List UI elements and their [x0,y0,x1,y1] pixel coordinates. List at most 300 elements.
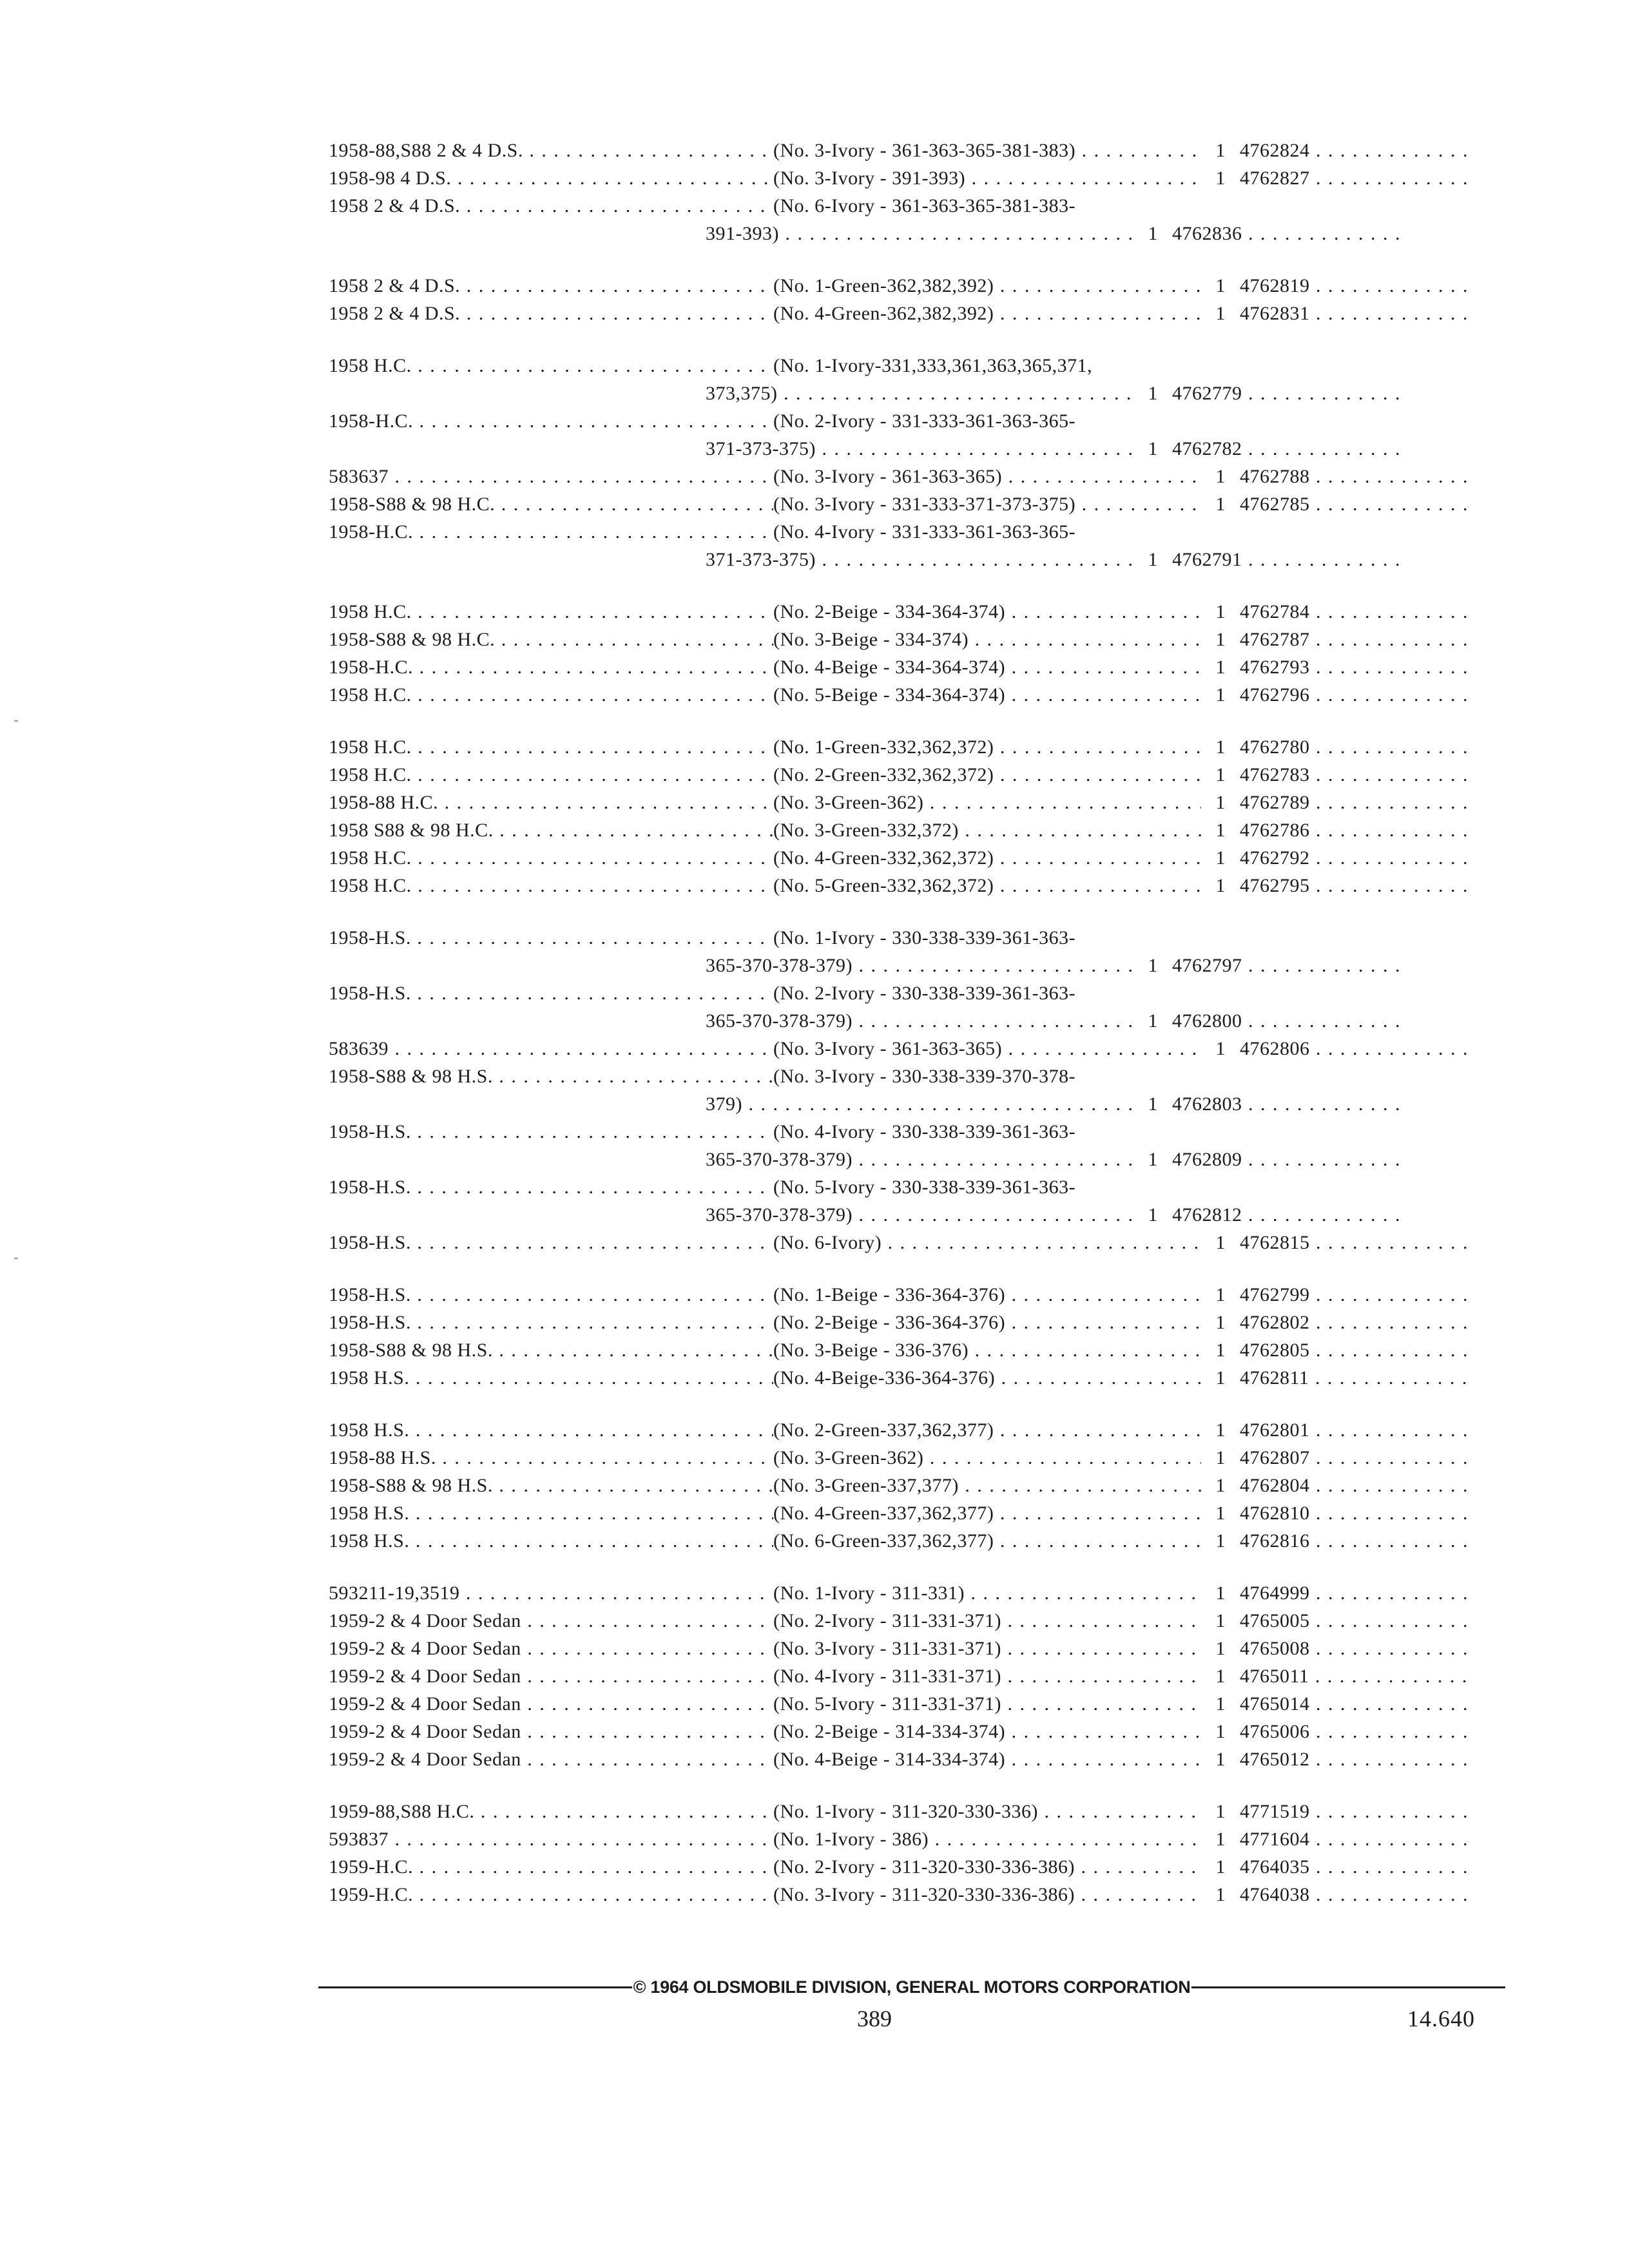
part-number-cell: 4765011 . . . [1240,1662,1476,1690]
part-number-cell: 4762796 . . . [1240,681,1476,709]
description-cell: (No. 4-Green-337,362,377) . . . [773,1499,1201,1527]
parts-entry [329,1364,1508,1392]
parts-entry [329,300,1508,327]
part-number-cell: 4762801 . . . [1240,1416,1476,1444]
description-cell: (No. 2-Beige - 334-364-374) . . . [773,598,1201,626]
parts-entry [329,1798,1508,1825]
description-cell: (No. 3-Ivory - 311-331-371) . . . [773,1635,1201,1662]
description-cell: (No. 4-Beige-336-364-376) . . . [773,1364,1201,1392]
description-cell: (No. 6-Ivory - 361-363-365-381-383- [773,195,1076,216]
model-cell: 1958-98 4 D.S. . . . [329,164,773,192]
entry-line [329,844,1508,872]
entry-line [329,789,1508,816]
parts-entry [329,626,1508,653]
model-cell: 1958-H.S. . . . [329,1173,773,1201]
model-cell: 1958 H.S. . . . [329,1416,773,1444]
description-cell: 379) . . . [680,1090,1133,1118]
parts-entry [329,1062,1508,1118]
entry-line [329,924,1508,952]
description-cell: (No. 4-Ivory - 311-331-371) . . . [773,1662,1201,1690]
entry-line [329,1229,1508,1256]
model-cell: 1958-H.C. . . . [329,407,773,435]
description-cell: (No. 1-Ivory - 311-320-330-336) . . . [773,1798,1201,1825]
description-cell: (No. 4-Beige - 314-334-374) . . . [773,1745,1201,1773]
description-cell: (No. 3-Beige - 334-374) . . . [773,626,1201,653]
part-number-cell: 4762800 . . . [1172,1007,1408,1035]
entry-line [329,1173,1508,1201]
entry-line [329,1309,1508,1336]
description-cell: (No. 1-Ivory - 311-331) . . . [773,1579,1201,1607]
description-cell: (No. 2-Green-332,362,372) . . . [773,761,1201,789]
entry-line [329,1281,1508,1309]
description-cell: (No. 2-Ivory - 330-338-339-361-363- [773,983,1076,1004]
parts-entry [329,518,1508,573]
entry-line [329,220,1508,247]
quantity-cell: 1 [1215,1038,1226,1059]
entry-line [329,192,1508,220]
description-cell: (No. 3-Green-362) . . . [773,1444,1201,1472]
quantity-cell: 1 [1215,1367,1226,1389]
part-number-cell: 4762786 . . . [1240,816,1476,844]
part-number-cell: 4762793 . . . [1240,653,1476,681]
part-number-cell: 4762824 . . . [1240,137,1476,164]
entry-group [329,1798,1508,1908]
model-cell: 1958-S88 & 98 H.C. . . . [329,626,773,653]
model-cell: 1958-H.S. . . . [329,1118,773,1146]
description-cell: (No. 1-Ivory - 386) . . . [773,1825,1201,1853]
copyright-notice: © 1964 OLDSMOBILE DIVISION, GENERAL MOTORS CORPORATION [633,1977,1191,1997]
description-cell: (No. 6-Green-337,362,377) . . . [773,1527,1201,1555]
model-cell: 1958 H.C. . . . [329,872,773,899]
margin-mark [14,1258,18,1259]
quantity-cell: 1 [1148,1010,1158,1032]
part-number-cell: 4762787 . . . [1240,626,1476,653]
part-number-cell: 4762782 . . . [1172,435,1408,463]
parts-entry [329,733,1508,761]
parts-entry [329,352,1508,407]
entry-line [329,1201,1508,1229]
parts-entry [329,272,1508,300]
quantity-cell: 1 [1215,792,1226,813]
part-number-cell: 4762806 . . . [1240,1035,1476,1062]
parts-listing [329,137,1508,1933]
parts-entry [329,1035,1508,1062]
model-cell: 1959-88,S88 H.C. . . . [329,1798,773,1825]
parts-entry [329,1881,1508,1908]
part-number-cell: 4762812 . . . [1172,1201,1408,1229]
quantity-cell: 1 [1215,1721,1226,1742]
entry-line [329,300,1508,327]
entry-line [329,407,1508,435]
model-cell: 1958 S88 & 98 H.C. . . . [329,816,773,844]
parts-entry [329,1309,1508,1336]
quantity-cell: 1 [1148,1149,1158,1170]
entry-line [329,1718,1508,1745]
part-number-cell: 4762785 . . . [1240,490,1476,518]
part-number-cell: 4762799 . . . [1240,1281,1476,1309]
part-number-cell: 4762811 . . . [1240,1364,1476,1392]
model-cell: 1959-2 & 4 Door Sedan . . . [329,1635,773,1662]
model-cell: 1958-88 H.S. . . . [329,1444,773,1472]
part-number-cell: 4771519 . . . [1240,1798,1476,1825]
parts-entry [329,407,1508,463]
description-cell: (No. 4-Beige - 334-364-374) . . . [773,653,1201,681]
quantity-cell: 1 [1215,1475,1226,1496]
quantity-cell: 1 [1215,657,1226,678]
entry-group [329,1281,1508,1392]
description-cell: 365-370-378-379) . . . [680,952,1133,979]
entry-line [329,380,1508,407]
model-cell: 1958-S88 & 98 H.S. . . . [329,1062,773,1090]
quantity-cell: 1 [1215,629,1226,650]
parts-entry [329,137,1508,164]
part-number-cell: 4765014 . . . [1240,1690,1476,1718]
quantity-cell: 1 [1215,1666,1226,1687]
entry-line [329,626,1508,653]
model-cell: 593211-19,3519 . . . [329,1579,773,1607]
model-cell: 1958-S88 & 98 H.S. . . . [329,1472,773,1499]
model-cell: 1958 H.C. . . . [329,681,773,709]
quantity-cell: 1 [1148,1204,1158,1225]
entry-line [329,1853,1508,1881]
quantity-cell: 1 [1215,168,1226,189]
entry-group [329,272,1508,327]
parts-entry [329,490,1508,518]
description-cell: (No. 4-Green-362,382,392) . . . [773,300,1201,327]
entry-line [329,1118,1508,1146]
quantity-cell: 1 [1148,549,1158,570]
model-cell: 1958 H.C. . . . [329,844,773,872]
model-cell: 593837 . . . [329,1825,773,1853]
model-cell: 1958 H.S. . . . [329,1499,773,1527]
entry-line [329,463,1508,490]
parts-entry [329,1745,1508,1773]
entry-group [329,1579,1508,1773]
quantity-cell: 1 [1215,684,1226,706]
footer-rule [318,1975,1505,1999]
model-cell: 1958 H.C. . . . [329,761,773,789]
entry-line [329,546,1508,573]
description-cell: (No. 2-Ivory - 311-320-330-336-386) . . . [773,1853,1201,1881]
entry-line [329,733,1508,761]
model-cell: 1959-2 & 4 Door Sedan . . . [329,1718,773,1745]
description-cell: (No. 1-Ivory-331,333,361,363,365,371, [773,355,1093,376]
quantity-cell: 1 [1215,1693,1226,1715]
description-cell: (No. 3-Ivory - 311-320-330-336-386) . . . [773,1881,1201,1908]
part-number-cell: 4762791 . . . [1172,546,1408,573]
parts-entry [329,789,1508,816]
entry-group [329,733,1508,899]
model-cell: 1958 H.S. . . . [329,1364,773,1392]
description-cell: (No. 3-Green-332,372) . . . [773,816,1201,844]
part-number-cell: 4762797 . . . [1172,952,1408,979]
description-cell: (No. 6-Ivory) . . . [773,1229,1201,1256]
entry-group [329,598,1508,709]
part-number-cell: 4762831 . . . [1240,300,1476,327]
part-number-cell: 4762804 . . . [1240,1472,1476,1499]
quantity-cell: 1 [1215,736,1226,758]
parts-entry [329,1118,1508,1173]
quantity-cell: 1 [1215,1232,1226,1253]
quantity-cell: 1 [1148,223,1158,244]
parts-entry [329,924,1508,979]
model-cell: 1958 H.S. . . . [329,1527,773,1555]
page-number: 389 [857,2006,892,2032]
entry-line [329,1090,1508,1118]
footer-rule-right [1191,1986,1505,1988]
part-number-cell: 4762795 . . . [1240,872,1476,899]
quantity-cell: 1 [1148,438,1158,459]
entry-line [329,1662,1508,1690]
description-cell: (No. 2-Green-337,362,377) . . . [773,1416,1201,1444]
description-cell: 373,375) . . . [680,380,1133,407]
entry-line [329,1579,1508,1607]
parts-entry [329,1472,1508,1499]
quantity-cell: 1 [1215,1829,1226,1850]
entry-line [329,872,1508,899]
quantity-cell: 1 [1215,275,1226,296]
quantity-cell: 1 [1215,847,1226,869]
description-cell: (No. 5-Green-332,362,372) . . . [773,872,1201,899]
part-number-cell: 4762783 . . . [1240,761,1476,789]
parts-entry [329,872,1508,899]
entry-line [329,1527,1508,1555]
description-cell: (No. 2-Beige - 336-364-376) . . . [773,1309,1201,1336]
entry-line [329,164,1508,192]
description-cell: 371-373-375) . . . [680,435,1133,463]
description-cell: 365-370-378-379) . . . [680,1146,1133,1173]
description-cell: (No. 5-Ivory - 330-338-339-361-363- [773,1177,1076,1198]
quantity-cell: 1 [1215,1284,1226,1305]
parts-entry [329,1281,1508,1309]
quantity-cell: 1 [1215,1638,1226,1659]
description-cell: (No. 3-Ivory - 331-333-371-373-375) . . . [773,490,1201,518]
quantity-cell: 1 [1215,820,1226,841]
entry-line [329,761,1508,789]
entry-line [329,490,1508,518]
entry-line [329,1825,1508,1853]
model-cell: 1958-88 H.C. . . . [329,789,773,816]
model-cell: 1958-S88 & 98 H.C. . . . [329,490,773,518]
model-cell: 1959-2 & 4 Door Sedan . . . [329,1607,773,1635]
model-cell: 1958 H.C. . . . [329,733,773,761]
part-number-cell: 4762802 . . . [1240,1309,1476,1336]
quantity-cell: 1 [1215,466,1226,487]
model-cell: 1959-2 & 4 Door Sedan . . . [329,1745,773,1773]
description-cell: (No. 3-Ivory - 361-363-365) . . . [773,1035,1201,1062]
entry-line [329,1499,1508,1527]
parts-entry [329,1662,1508,1690]
entry-line [329,1007,1508,1035]
entry-line [329,435,1508,463]
entry-line [329,352,1508,380]
entry-line [329,1444,1508,1472]
quantity-cell: 1 [1215,1749,1226,1770]
description-cell: (No. 1-Green-362,382,392) . . . [773,272,1201,300]
part-number-cell: 4762803 . . . [1172,1090,1408,1118]
parts-entry [329,1853,1508,1881]
model-cell: 1958-S88 & 98 H.S. . . . [329,1336,773,1364]
parts-entry [329,1635,1508,1662]
footer-rule-left [318,1986,632,1988]
entry-line [329,272,1508,300]
model-cell: 1958-H.S. . . . [329,1281,773,1309]
parts-entry [329,192,1508,247]
part-number-cell: 4765005 . . . [1240,1607,1476,1635]
model-cell: 1958-H.S. . . . [329,1229,773,1256]
entry-line [329,1364,1508,1392]
description-cell: 365-370-378-379) . . . [680,1007,1133,1035]
description-cell: (No. 4-Ivory - 331-333-361-363-365- [773,521,1076,543]
part-number-cell: 4762815 . . . [1240,1229,1476,1256]
description-cell: (No. 1-Ivory - 330-338-339-361-363- [773,927,1076,948]
description-cell: (No. 3-Ivory - 330-338-339-370-378- [773,1066,1076,1087]
part-number-cell: 4765008 . . . [1240,1635,1476,1662]
part-number-cell: 4764038 . . . [1240,1881,1476,1908]
quantity-cell: 1 [1148,383,1158,404]
parts-entry [329,979,1508,1035]
quantity-cell: 1 [1215,140,1226,161]
description-cell: 391-393) . . . [680,220,1133,247]
parts-entry [329,1527,1508,1555]
part-number-cell: 4764999 . . . [1240,1579,1476,1607]
parts-entry [329,1173,1508,1229]
entry-line [329,952,1508,979]
parts-entry [329,844,1508,872]
entry-line [329,1336,1508,1364]
entry-group [329,924,1508,1256]
quantity-cell: 1 [1215,601,1226,622]
entry-line [329,1607,1508,1635]
part-number-cell: 4762816 . . . [1240,1527,1476,1555]
quantity-cell: 1 [1215,1530,1226,1552]
parts-entry [329,463,1508,490]
entry-line [329,1035,1508,1062]
entry-line [329,1690,1508,1718]
part-number-cell: 4765006 . . . [1240,1718,1476,1745]
model-cell: 1958-88,S88 2 & 4 D.S. . . . [329,137,773,164]
description-cell: (No. 3-Green-362) . . . [773,789,1201,816]
model-cell: 1958 2 & 4 D.S. . . . [329,300,773,327]
parts-entry [329,1607,1508,1635]
part-number-cell: 4762792 . . . [1240,844,1476,872]
entry-line [329,653,1508,681]
entry-line [329,1798,1508,1825]
entry-group [329,1416,1508,1555]
entry-line [329,816,1508,844]
parts-entry [329,1336,1508,1364]
part-number-cell: 4762784 . . . [1240,598,1476,626]
model-cell: 1958 H.C. . . . [329,352,773,380]
part-number-cell: 4762789 . . . [1240,789,1476,816]
parts-entry [329,761,1508,789]
quantity-cell: 1 [1215,303,1226,324]
quantity-cell: 1 [1215,1312,1226,1333]
description-cell: (No. 3-Ivory - 391-393) . . . [773,164,1201,192]
entry-line [329,1062,1508,1090]
part-number-cell: 4762827 . . . [1240,164,1476,192]
parts-entry [329,1499,1508,1527]
quantity-cell: 1 [1215,1419,1226,1441]
quantity-cell: 1 [1215,494,1226,515]
margin-mark [14,720,18,722]
parts-entry [329,1825,1508,1853]
model-cell: 1959-H.C. . . . [329,1881,773,1908]
entry-line [329,137,1508,164]
part-number-cell: 4762819 . . . [1240,272,1476,300]
description-cell: (No. 1-Green-332,362,372) . . . [773,733,1201,761]
model-cell: 1958-H.C. . . . [329,653,773,681]
description-cell: (No. 2-Beige - 314-334-374) . . . [773,1718,1201,1745]
quantity-cell: 1 [1215,1447,1226,1468]
quantity-cell: 1 [1148,955,1158,976]
quantity-cell: 1 [1215,1856,1226,1878]
parts-entry [329,653,1508,681]
model-cell: 1959-H.C. . . . [329,1853,773,1881]
entry-line [329,1745,1508,1773]
entry-line [329,598,1508,626]
entry-group [329,137,1508,247]
description-cell: 371-373-375) . . . [680,546,1133,573]
part-number-cell: 4762807 . . . [1240,1444,1476,1472]
model-cell: 1959-2 & 4 Door Sedan . . . [329,1690,773,1718]
model-cell: 583637 . . . [329,463,773,490]
parts-entry [329,1718,1508,1745]
description-cell: (No. 4-Ivory - 330-338-339-361-363- [773,1121,1076,1142]
part-number-cell: 4762779 . . . [1172,380,1408,407]
description-cell: (No. 5-Beige - 334-364-374) . . . [773,681,1201,709]
quantity-cell: 1 [1215,1503,1226,1524]
section-number: 14.640 [1407,2006,1475,2032]
model-cell: 1958-H.S. . . . [329,924,773,952]
quantity-cell: 1 [1215,764,1226,785]
description-cell: (No. 3-Beige - 336-376) . . . [773,1336,1201,1364]
part-number-cell: 4762805 . . . [1240,1336,1476,1364]
parts-entry [329,164,1508,192]
parts-entry [329,1229,1508,1256]
quantity-cell: 1 [1215,1801,1226,1822]
model-cell: 1958 2 & 4 D.S. . . . [329,272,773,300]
entry-line [329,1472,1508,1499]
description-cell: (No. 1-Beige - 336-364-376) . . . [773,1281,1201,1309]
description-cell: (No. 2-Ivory - 331-333-361-363-365- [773,410,1076,432]
quantity-cell: 1 [1215,1884,1226,1905]
description-cell: (No. 2-Ivory - 311-331-371) . . . [773,1607,1201,1635]
quantity-cell: 1 [1215,875,1226,896]
entry-line [329,681,1508,709]
parts-entry [329,1444,1508,1472]
description-cell: (No. 3-Green-337,377) . . . [773,1472,1201,1499]
description-cell: (No. 3-Ivory - 361-363-365) . . . [773,463,1201,490]
part-number-cell: 4771604 . . . [1240,1825,1476,1853]
parts-entry [329,1690,1508,1718]
quantity-cell: 1 [1215,1340,1226,1361]
entry-line [329,979,1508,1007]
entry-line [329,518,1508,546]
model-cell: 1958-H.C. . . . [329,518,773,546]
model-cell: 1958 H.C. . . . [329,598,773,626]
model-cell: 1958-H.S. . . . [329,979,773,1007]
entry-line [329,1635,1508,1662]
quantity-cell: 1 [1215,1610,1226,1631]
part-number-cell: 4762810 . . . [1240,1499,1476,1527]
part-number-cell: 4762809 . . . [1172,1146,1408,1173]
part-number-cell: 4762780 . . . [1240,733,1476,761]
part-number-cell: 4764035 . . . [1240,1853,1476,1881]
model-cell: 1959-2 & 4 Door Sedan . . . [329,1662,773,1690]
description-cell: (No. 4-Green-332,362,372) . . . [773,844,1201,872]
model-cell: 1958-H.S. . . . [329,1309,773,1336]
